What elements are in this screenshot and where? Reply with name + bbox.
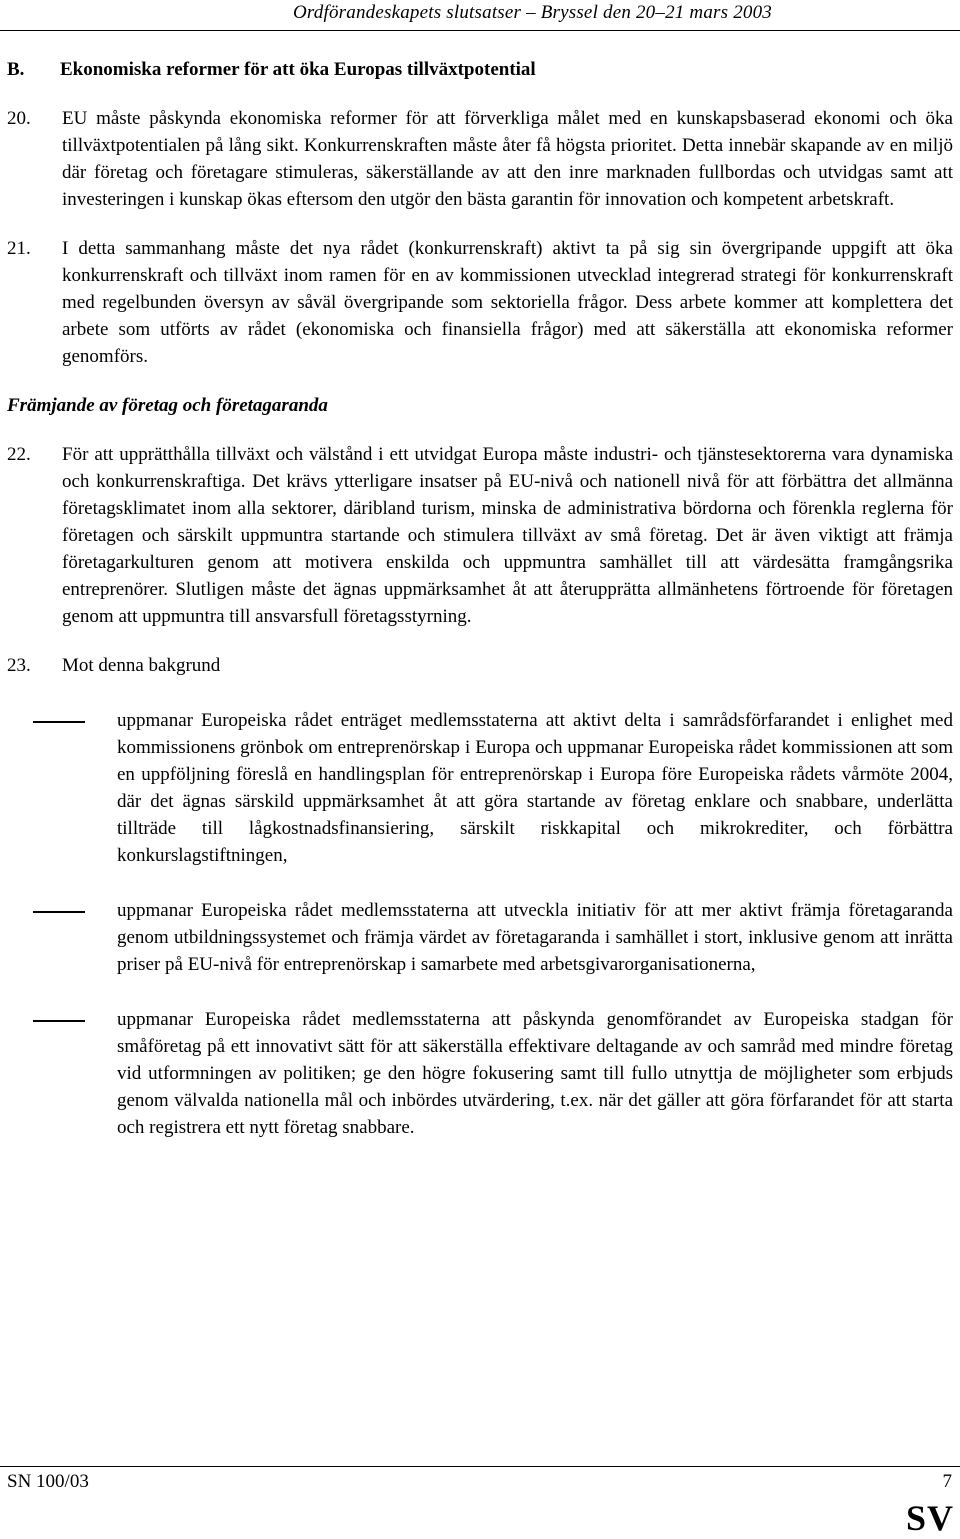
header-title: Ordförandeskapets slutsatser – Bryssel den 20–21 mars 2003 bbox=[292, 2, 772, 23]
list-item-text: uppmanar Europeiska rådet medlemsstaterna att utveckla initiativ för att mer aktivt främja företagaranda genom utbildningssystemet och främja värdet av företagaranda i samhället i stort, inklusive genom att inrätta priser på EU-nivå för entreprenörskap i samarbete med arbetsgivarorganisationerna, bbox=[117, 900, 953, 975]
paragraph-text: I detta sammanhang måste det nya rådet (konkurrenskraft) aktivt ta på sig sin övergripande uppgift att öka konkurrenskraft och tillväxt inom ramen för en av kommissionen utvecklad integrerad strategi för konkurrenskraft med regelbunden översyn av såväl övergripande som sektoriella frågor. Dess arbete kommer att komplettera det arbete som utförts av rådet (ekonomiska och finansiella frågor) med att säkerställa att ekonomiska reformer genomförs. bbox=[62, 238, 953, 367]
paragraph-23 bbox=[7, 652, 953, 679]
dash-bullet bbox=[33, 707, 117, 869]
language-code: SV bbox=[905, 1498, 954, 1538]
page-number: 7 bbox=[942, 1471, 952, 1492]
paragraph-number: 20. bbox=[7, 108, 31, 129]
paragraph-text: Mot denna bakgrund bbox=[62, 655, 221, 676]
list-item-text: uppmanar Europeiska rådet enträget medlemsstaterna att aktivt delta i samrådsförfarandet i enlighet med kommissionens grönbok om entreprenörskap i Europa och uppmanar Europeiska rådet kommissionen att som en uppföljning föreslå en handlingsplan för entreprenörskap i Europa före Europeiska rådets vårmöte 2004, där det ägnas särskild uppmärksamhet åt att göra startande av företag enklare och snabbare, underlätta tillträde till lågkostnadsfinansiering, särskilt riskkapital och mikrokrediter, och förbättra konkurslagstiftningen, bbox=[117, 710, 953, 866]
document-body bbox=[7, 56, 953, 1169]
section-number: B. bbox=[7, 59, 25, 80]
paragraph-number: 23. bbox=[7, 655, 31, 676]
list-item-text: uppmanar Europeiska rådet medlemsstaterna att påskynda genomförandet av Europeiska stadgan för småföretag på ett innovativt sätt för att säkerställa effektivare deltagande av och samråd med mindre företag vid utformningen av politiken; ge den högre fokusering samt till fullo utnyttja de möjligheter som erbjuds genom välvalda nationella mål och inbördes utvärdering, t.ex. när det gäller att göra förfarandet för att starta och registrera ett nytt företag snabbare. bbox=[117, 1009, 953, 1138]
paragraph-text: EU måste påskynda ekonomiska reformer för att förverkliga målet med en kunskapsbaserad ekonomi och öka tillväxtpotentialen på lång sikt. Konkurrenskraften måste åter få högsta prioritet. Detta innebär skapande av en miljö där företag och företagare stimuleras, säkerställande av att den inre marknaden fullbordas och utvidgas samt att investeringen i kunskap ökas eftersom den utgör den bästa garantin för innovation och kompetent arbetskraft. bbox=[62, 108, 953, 210]
paragraph-number: 21. bbox=[7, 238, 31, 259]
list-item bbox=[33, 707, 953, 869]
paragraph-number: 22. bbox=[7, 444, 31, 465]
section-heading bbox=[7, 56, 953, 83]
list-item bbox=[33, 1006, 953, 1141]
dash-bullet bbox=[33, 1006, 117, 1141]
paragraph-22 bbox=[7, 441, 953, 630]
paragraph-text: För att upprätthålla tillväxt och välstånd i ett utvidgat Europa måste industri- och tjänstesektorerna vara dynamiska och konkurrenskraftiga. Det krävs ytterligare insatser på EU-nivå och nationell nivå för att förbättra det allmänna företagsklimatet inom alla sektorer, däribland turism, minska de administrativa bördorna och förenkla reglerna för företagen och särskilt uppmuntra startande och stimulera tillväxt av små företag. Det är även viktigt att främja företagarkulturen genom att motivera enskilda och uppmuntra samhället till att värdesätta framgångsrika entreprenörer. Slutligen måste det ägnas uppmärksamhet åt att återupprätta allmänhetens förtroende för företagen genom att uppmuntra till ansvarsfull företagsstyrning. bbox=[62, 444, 953, 627]
page-header bbox=[0, 0, 960, 36]
header-divider bbox=[0, 30, 960, 31]
document-reference: SN 100/03 bbox=[7, 1471, 89, 1492]
dash-bullet bbox=[33, 897, 117, 978]
subsection-heading: Främjande av företag och företagaranda bbox=[7, 395, 328, 416]
list-item bbox=[33, 897, 953, 978]
paragraph-20 bbox=[7, 105, 953, 213]
footer-divider bbox=[0, 1466, 960, 1467]
paragraph-21 bbox=[7, 235, 953, 370]
section-title: Ekonomiska reformer för att öka Europas tillväxtpotential bbox=[60, 59, 536, 80]
